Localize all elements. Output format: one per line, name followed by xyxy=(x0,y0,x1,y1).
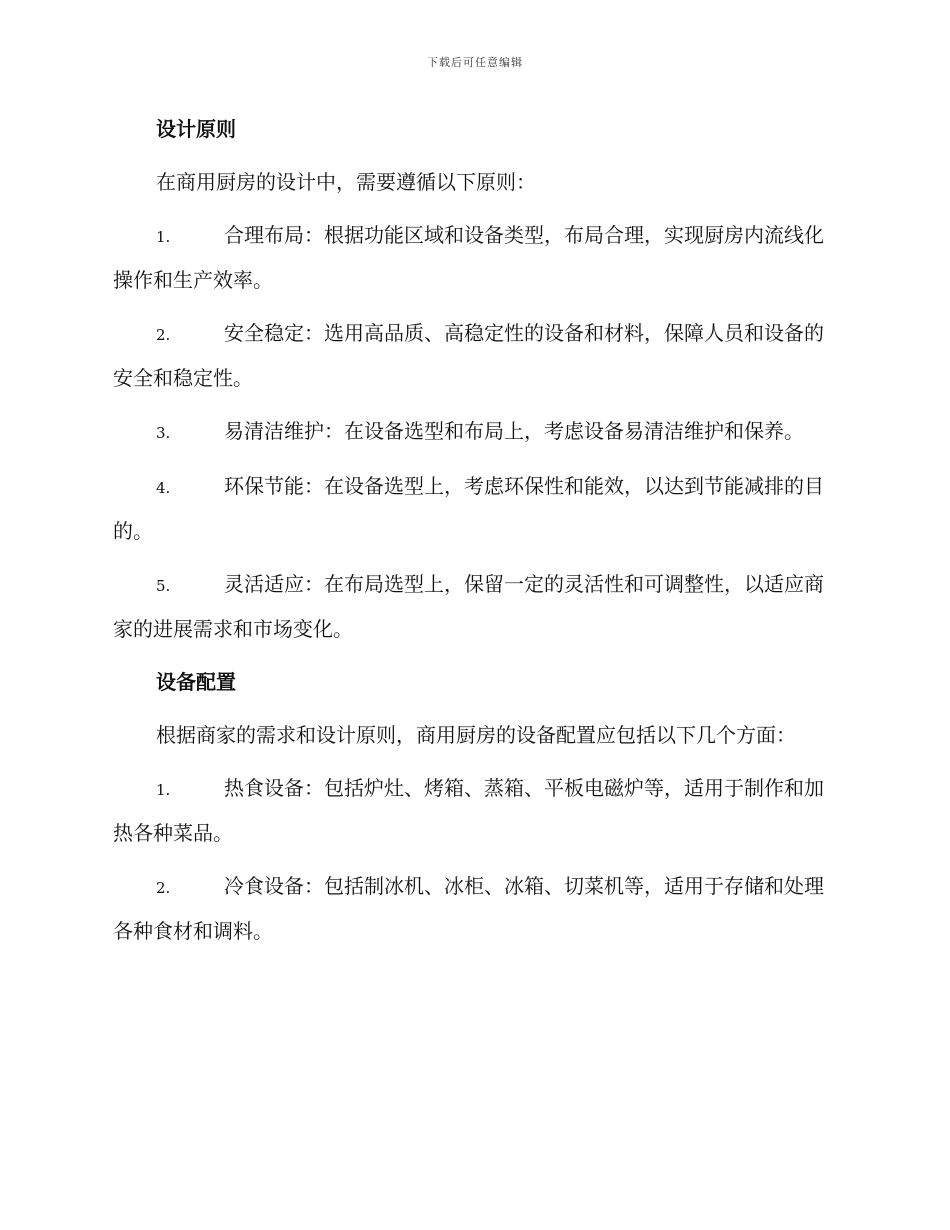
page-header-note: 下载后可任意编辑 xyxy=(427,56,523,69)
list-item-text: 灵活适应：在布局选型上，保留一定的灵活性和可调整性，以适应商家的进展需求和市场变化。 xyxy=(113,572,824,641)
section-intro: 根据商家的需求和设计原则，商用厨房的设备配置应包括以下几个方面： xyxy=(156,723,796,747)
list-item-number: 3. xyxy=(156,424,171,442)
list-item-text: 热食设备：包括炉灶、烤箱、蒸箱、平板电磁炉等，适用于制作和加热各种菜品。 xyxy=(113,776,824,845)
list-item-number: 2. xyxy=(156,879,171,897)
list-item xyxy=(113,410,837,455)
list-item-text: 易清洁维护：在设备选型和布局上，考虑设备易清洁维护和保养。 xyxy=(224,419,804,443)
list-item-text: 安全稳定：选用高品质、高稳定性的设备和材料，保障人员和设备的安全和稳定性。 xyxy=(113,321,824,390)
list-item-number: 1. xyxy=(156,781,171,799)
list-item xyxy=(113,214,837,302)
list-item xyxy=(113,312,837,400)
section-heading-design-principles: 设计原则 xyxy=(156,117,236,141)
section-intro: 在商用厨房的设计中，需要遵循以下原则： xyxy=(156,170,536,194)
list-item xyxy=(113,465,837,553)
list-item-text: 环保节能：在设备选型上，考虑环保性和能效，以达到节能减排的目的。 xyxy=(113,474,824,543)
list-item-number: 2. xyxy=(156,326,171,344)
section-heading-equipment-config: 设备配置 xyxy=(156,670,236,694)
list-item xyxy=(113,767,837,855)
list-item-number: 1. xyxy=(156,228,171,246)
list-item-number: 5. xyxy=(156,577,171,595)
list-item-text: 合理布局：根据功能区域和设备类型，布局合理，实现厨房内流线化操作和生产效率。 xyxy=(113,223,824,292)
list-item xyxy=(113,563,837,651)
document-body xyxy=(113,108,837,963)
list-item xyxy=(113,865,837,953)
list-item-number: 4. xyxy=(156,479,171,497)
list-item-text: 冷食设备：包括制冰机、冰柜、冰箱、切菜机等，适用于存储和处理各种食材和调料。 xyxy=(113,874,824,943)
